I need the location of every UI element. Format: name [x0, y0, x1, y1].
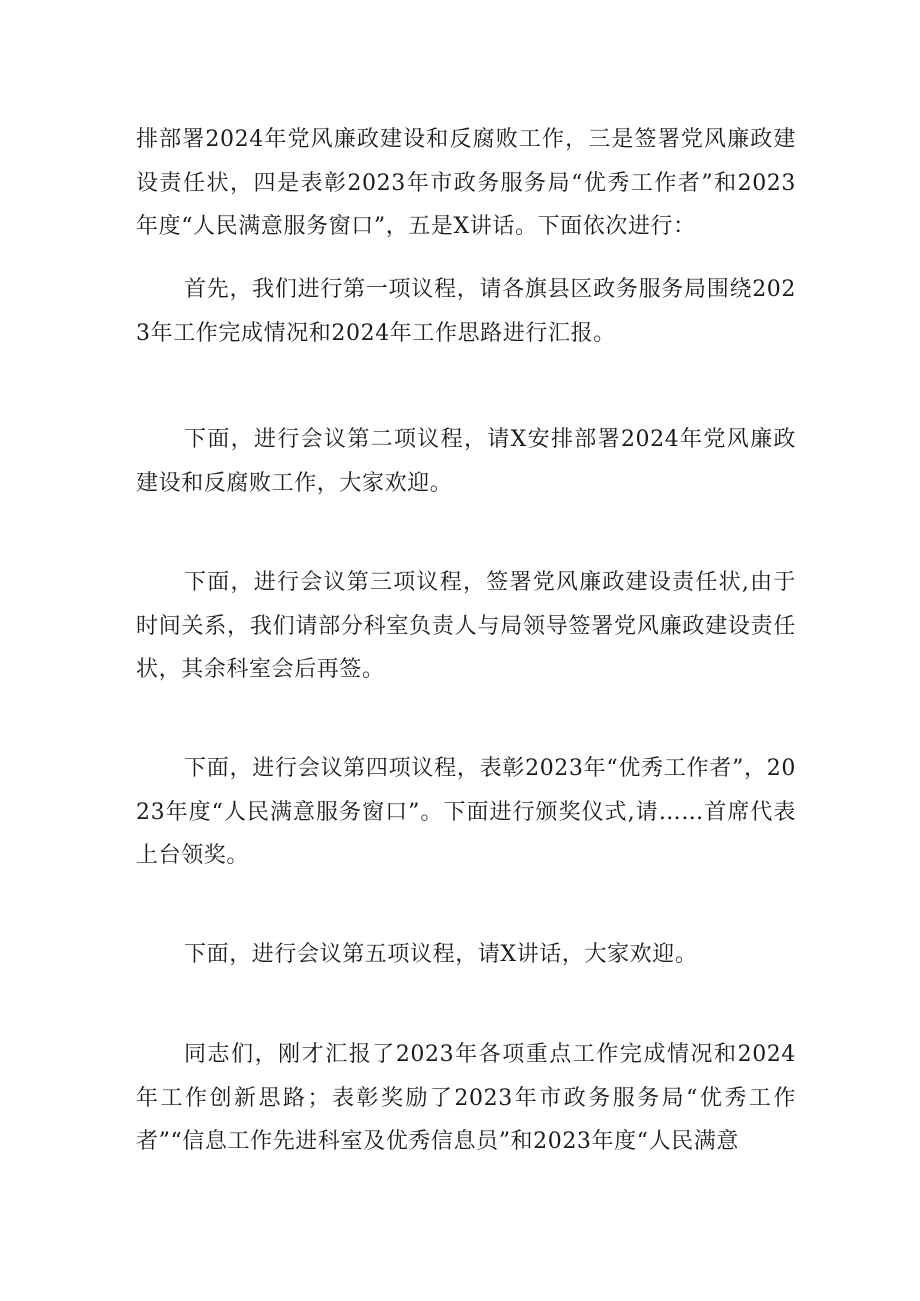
- paragraph-agenda-item-2: 下面，进行会议第二项议程，请X安排部署2024年党风廉政建设和反腐败工作，大家欢迎。: [136, 427, 796, 496]
- paragraph-agenda-item-1: 首先，我们进行第一项议程，请各旗县区政务服务局围绕2023年工作完成情况和2024年工作思路进行汇报。: [136, 277, 796, 346]
- paragraph-continued-agenda: 排部署2024年党风廉政建设和反腐败工作，三是签署党风廉政建设责任状，四是表彰2023年市政务服务局“优秀工作者”和2023年度“人民满意服务窗口”，五是X讲话。下面依次进行：: [136, 127, 796, 239]
- paragraph-agenda-item-4: 下面，进行会议第四项议程，表彰2023年“优秀工作者”，2023年度“人民满意服务窗口”。下面进行颁奖仪式,请……首席代表上台领奖。: [136, 756, 796, 868]
- paragraph-agenda-item-3: 下面，进行会议第三项议程，签署党风廉政建设责任状,由于时间关系，我们请部分科室负责人与局领导签署党风廉政建设责任状，其余科室会后再签。: [136, 570, 796, 682]
- paragraph-agenda-item-5: 下面，进行会议第五项议程，请X讲话，大家欢迎。: [184, 942, 698, 967]
- paragraph-closing-summary: 同志们，刚才汇报了2023年各项重点工作完成情况和2024年工作创新思路；表彰奖励了2023年市政务服务局“优秀工作者”“信息工作先进科室及优秀信息员”和2023年度“人民满意: [136, 1042, 796, 1154]
